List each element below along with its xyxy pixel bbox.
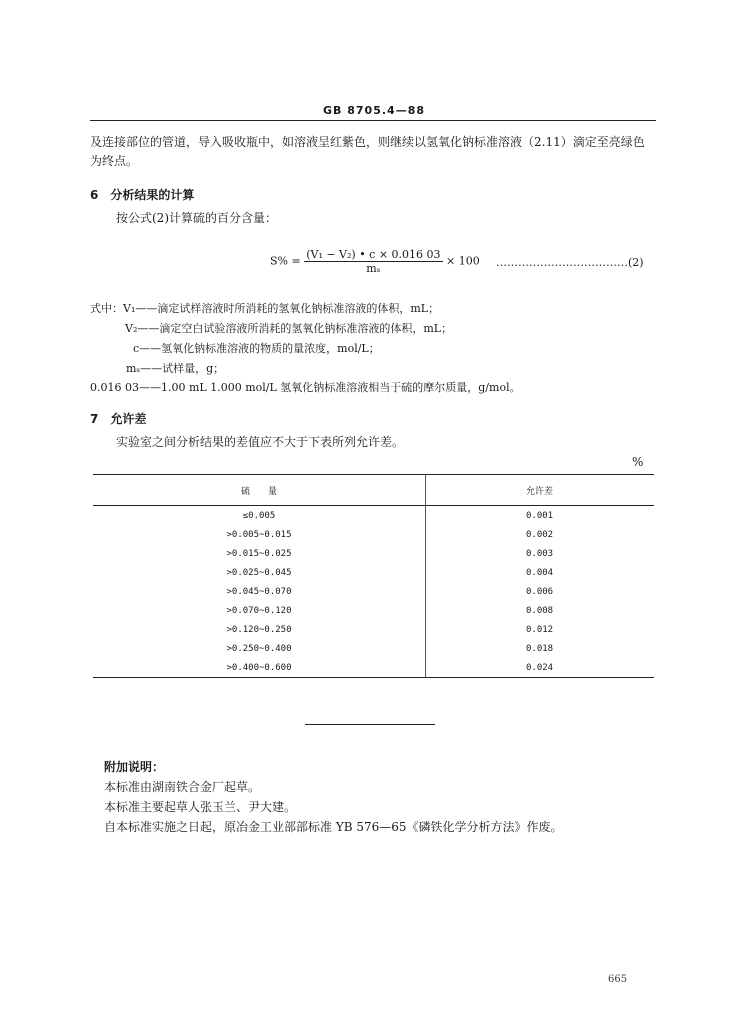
header-rule	[90, 120, 656, 121]
sulfur-range-cell: >0.070~0.120	[93, 601, 426, 620]
table-row	[93, 658, 654, 678]
formula-lhs: S% =	[270, 254, 301, 268]
note-drafters: 本标准主要起草人张玉兰、尹大建。	[104, 800, 297, 814]
tolerance-cell: 0.018	[526, 643, 554, 654]
paragraph-line: 及连接部位的管道，导入吸收瓶中，如溶液呈红紫色，则继续以氢氧化钠标准溶液（2.11）滴定至亮绿色	[90, 135, 645, 149]
sulfur-range-cell: >0.025~0.045	[93, 563, 426, 582]
sulfur-range-cell: >0.015~0.025	[93, 544, 426, 563]
sulfur-range-cell: >0.120~0.250	[93, 620, 426, 639]
formula-denominator: mₛ	[366, 262, 381, 275]
definition-v2: V₂——滴定空白试验溶液所消耗的氢氧化钠标准溶液的体积，mL；	[125, 322, 453, 335]
formula-fraction	[304, 248, 442, 275]
paragraph-line: 为终点。	[90, 154, 139, 168]
section-6-intro: 按公式(2)计算硫的百分含量：	[116, 211, 277, 225]
section-6-title: 6 分析结果的计算	[90, 188, 195, 202]
table-row	[93, 506, 654, 526]
tolerance-cell: 0.004	[526, 567, 554, 578]
tolerance-cell: 0.008	[526, 605, 554, 616]
table-row	[93, 639, 654, 658]
sulfur-range-cell: ≤0.005	[93, 506, 426, 526]
tolerance-cell: 0.006	[526, 586, 554, 597]
table-row	[93, 525, 654, 544]
formula-numerator: (V₁ − V₂) • c × 0.016 03	[306, 248, 441, 261]
column-header-tolerance: 允许差	[426, 475, 655, 506]
standard-number-header: GB 8705.4—88	[323, 104, 425, 117]
definition-constant: 0.016 03——1.00 mL 1.000 mol/L 氢氧化钠标准溶液相当于硫的摩尔质量，g/mol。	[90, 381, 521, 394]
tolerance-cell: 0.001	[526, 510, 554, 521]
definition-ms: mₛ——试样量，g；	[126, 362, 225, 375]
sulfur-range-cell: >0.005~0.015	[93, 525, 426, 544]
sulfur-range-cell: >0.400~0.600	[93, 658, 426, 678]
tolerance-table	[93, 474, 654, 678]
notes-title: 附加说明：	[104, 760, 165, 774]
table-row	[93, 620, 654, 639]
section-7-intro: 实验室之间分析结果的差值应不大于下表所列允许差。	[116, 435, 405, 449]
section-7-title: 7 允许差	[90, 412, 147, 426]
tolerance-cell: 0.003	[526, 548, 554, 559]
tolerance-cell: 0.024	[426, 658, 655, 678]
sulfur-range-cell: >0.250~0.400	[93, 639, 426, 658]
table-header-row	[93, 475, 654, 506]
definition-v1: 式中：V₁——滴定试样溶液时所消耗的氢氧化钠标准溶液的体积，mL；	[90, 302, 440, 315]
table-row	[93, 582, 654, 601]
sulfur-range-cell: >0.045~0.070	[93, 582, 426, 601]
sulfur-formula	[270, 248, 480, 275]
tolerance-cell: 0.002	[526, 529, 554, 540]
end-rule	[305, 724, 435, 725]
page-number: 665	[608, 974, 628, 985]
formula-multiplier: × 100	[446, 254, 480, 268]
table-row	[93, 601, 654, 620]
column-header-sulfur: 硫 量	[93, 475, 426, 506]
table-row	[93, 563, 654, 582]
table-unit: %	[632, 455, 644, 469]
definition-c: c——氢氧化钠标准溶液的物质的量浓度，mol/L；	[133, 342, 380, 355]
note-supersedes: 自本标准实施之日起，原冶金工业部部标准 YB 576—65《磷铁化学分析方法》作废。	[104, 820, 563, 834]
formula-reference: ………………………………(2)	[496, 256, 644, 269]
tolerance-cell: 0.012	[526, 624, 554, 635]
note-drafting-unit: 本标准由湖南铁合金厂起草。	[104, 780, 261, 794]
table-row	[93, 544, 654, 563]
